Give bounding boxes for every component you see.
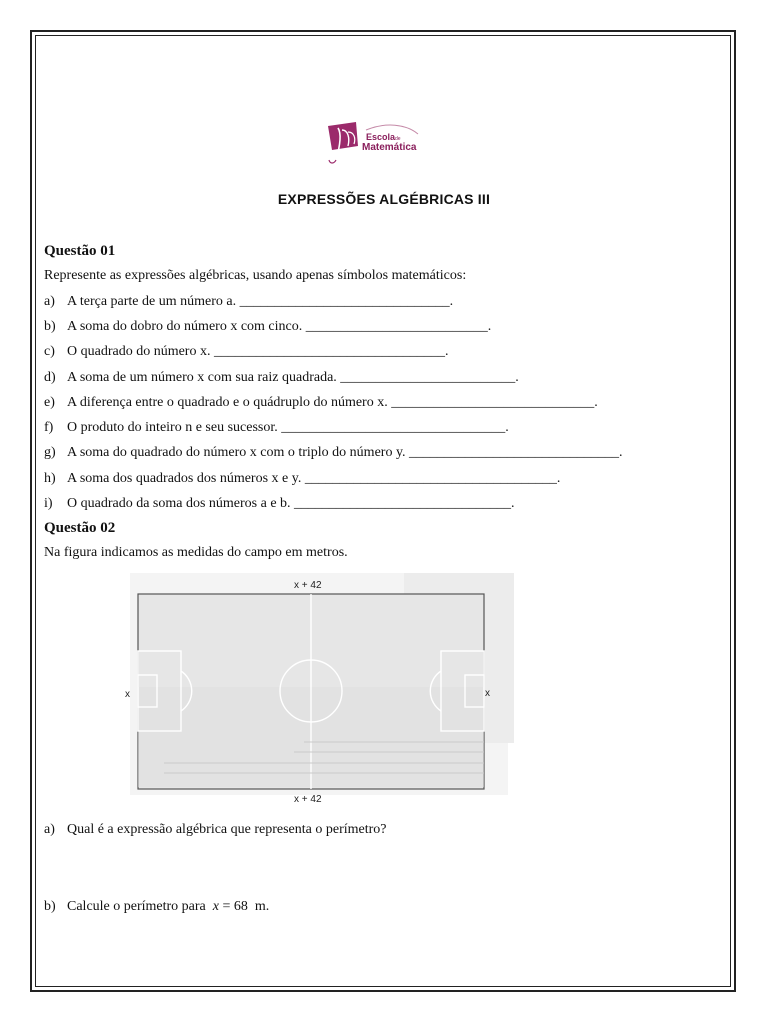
q1-item-i: i) O quadrado da soma dos números a e b. _______________________________. (44, 496, 515, 511)
field-right-dimension: x (485, 688, 490, 699)
field-top-dimension: x + 42 (294, 580, 322, 591)
question-01-heading: Questão 01 (44, 243, 116, 259)
question-02-heading: Questão 02 (44, 520, 116, 536)
logo-text-line1: Escolade (366, 132, 401, 142)
q1-item-f: f) O produto do inteiro n e seu sucessor. ________________________________. (44, 420, 509, 435)
page-title: EXPRESSÕES ALGÉBRICAS III (277, 191, 491, 207)
q1-item-c: c) O quadrado do número x. _________________________________. (44, 344, 449, 359)
q2-item-a: a) Qual é a expressão algébrica que representa o perímetro? (44, 822, 387, 837)
logo-text-line2: Matemática (362, 142, 417, 153)
q1-item-b: b) A soma do dobro do número x com cinco. __________________________. (44, 319, 492, 334)
q1-item-e: e) A diferença entre o quadrado e o quádruplo do número x. _____________________________. (44, 395, 598, 410)
field-left-dimension: x (125, 689, 130, 700)
school-logo (326, 120, 436, 168)
field-bottom-dimension: x + 42 (294, 794, 322, 805)
q2-item-b: b) Calcule o perímetro para x = 68 m. (44, 899, 270, 914)
q1-item-h: h) A soma dos quadrados dos números x e y. ____________________________________. (44, 471, 561, 486)
q1-item-g: g) A soma do quadrado do número x com o triplo do número y. ______________________________. (44, 445, 623, 460)
q1-item-a: a) A terça parte de um número a. ______________________________. (44, 294, 454, 309)
soccer-field-drawing (104, 567, 516, 809)
q1-item-d: d) A soma de um número x com sua raiz quadrada. _________________________. (44, 370, 519, 385)
soccer-field-figure (104, 567, 516, 809)
question-02-intro: Na figura indicamos as medidas do campo em metros. (44, 545, 348, 560)
question-01-intro: Represente as expressões algébricas, usando apenas símbolos matemáticos: (44, 268, 467, 283)
